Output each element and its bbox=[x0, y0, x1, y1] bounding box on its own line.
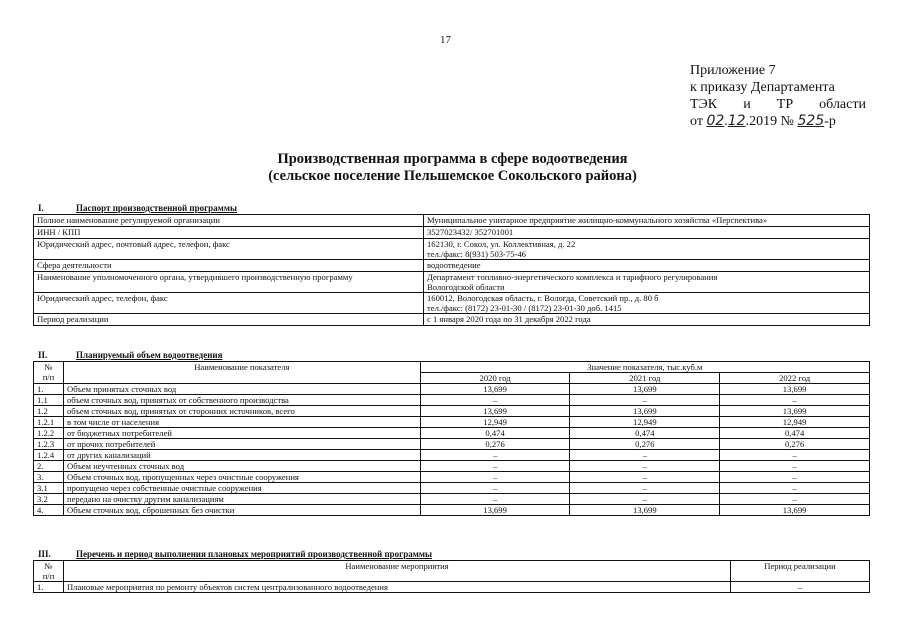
row-name: Плановые мероприятия по ремонту объектов систем централизованного водоотведения bbox=[64, 582, 731, 593]
row-name: объем сточных вод, принятых от сторонних источников, всего bbox=[63, 406, 420, 417]
row-value: – bbox=[420, 472, 570, 483]
table-row bbox=[34, 406, 870, 417]
col-num-header: № п/п bbox=[34, 561, 64, 582]
row-name: Объем сточных вод, пропущенных через очистные сооружения bbox=[63, 472, 420, 483]
table-row bbox=[34, 428, 870, 439]
row-value: – bbox=[570, 395, 720, 406]
row-value: 13,699 bbox=[720, 505, 870, 516]
table-row bbox=[34, 384, 870, 395]
row-value: 12,949 bbox=[570, 417, 720, 428]
appendix-header bbox=[690, 62, 866, 130]
page-number: 17 bbox=[440, 34, 451, 46]
section-2-heading bbox=[38, 350, 222, 360]
row-period: – bbox=[731, 582, 870, 593]
handwritten-day: 02 bbox=[706, 113, 725, 129]
row-number: 4. bbox=[34, 505, 64, 516]
table-row bbox=[34, 293, 870, 314]
row-name: от других канализаций bbox=[63, 450, 420, 461]
table-row bbox=[34, 450, 870, 461]
row-number: 1. bbox=[34, 384, 64, 395]
row-value: 13,699 bbox=[570, 406, 720, 417]
section-number: III. bbox=[38, 549, 51, 559]
row-number: 3.1 bbox=[34, 483, 64, 494]
row-value-line: Департамент топливно-энергетического комплекса и тарифного регулирования bbox=[427, 272, 718, 282]
title-line-2: (сельское поселение Пельшемское Сокольского района) bbox=[268, 168, 637, 184]
row-value bbox=[424, 314, 870, 326]
section-title: Планируемый объем водоотведения bbox=[76, 350, 223, 360]
row-value-line: с 1 января 2020 года по 31 декабря 2022 года bbox=[427, 314, 591, 324]
row-value bbox=[424, 239, 870, 260]
row-value: – bbox=[720, 450, 870, 461]
table-row bbox=[34, 314, 870, 326]
row-value: 13,699 bbox=[420, 406, 570, 417]
row-name: передано на очистку другим канализациям bbox=[63, 494, 420, 505]
col-name-header: Наименование мероприятия bbox=[64, 561, 731, 582]
row-name: Объем сточных вод, сброшенных без очистки bbox=[63, 505, 420, 516]
row-name: Объем неучтенных сточных вод bbox=[63, 461, 420, 472]
year-header: 2022 год bbox=[720, 373, 870, 384]
appendix-word: ТР bbox=[776, 97, 794, 112]
volume-table bbox=[33, 361, 870, 516]
row-value: 0,474 bbox=[420, 428, 570, 439]
row-value: 12,949 bbox=[420, 417, 570, 428]
title-line-1: Производственная программа в сфере водоотведения bbox=[277, 151, 628, 167]
row-value: 0,276 bbox=[420, 439, 570, 450]
row-value: 13,699 bbox=[570, 384, 720, 395]
row-label: Наименование уполномоченного органа, утвердившего производственную программу bbox=[34, 272, 424, 293]
row-label: ИНН / КПП bbox=[34, 227, 424, 239]
section-title: Паспорт производственной программы bbox=[76, 203, 237, 213]
row-value: 12,949 bbox=[720, 417, 870, 428]
row-name: от бюджетных потребителей bbox=[63, 428, 420, 439]
table-row bbox=[34, 395, 870, 406]
order-suffix: -р bbox=[824, 114, 836, 129]
row-number: 1.2.2 bbox=[34, 428, 64, 439]
row-value-line: тел./факс: (8172) 23-01-30 / (8172) 23-01-30 доб. 1415 bbox=[427, 303, 622, 313]
row-value: 0,276 bbox=[720, 439, 870, 450]
col-name-header: Наименование показателя bbox=[63, 362, 420, 384]
col-period-header: Период реализации bbox=[731, 561, 870, 582]
handwritten-month: 12 bbox=[727, 113, 746, 129]
table-row bbox=[34, 439, 870, 450]
row-value-line: 160012, Вологодская область, г. Вологда, Советский пр., д. 80 б bbox=[427, 293, 659, 303]
row-value: – bbox=[420, 494, 570, 505]
row-value: 13,699 bbox=[720, 384, 870, 395]
row-value: 13,699 bbox=[420, 384, 570, 395]
row-value: – bbox=[570, 472, 720, 483]
row-name: в том числе от населения bbox=[63, 417, 420, 428]
year-header: 2020 год bbox=[420, 373, 570, 384]
table-row bbox=[34, 582, 870, 593]
appendix-line-2: к приказу Департамента bbox=[690, 80, 835, 95]
row-value: – bbox=[420, 483, 570, 494]
row-value: 13,699 bbox=[720, 406, 870, 417]
section-title: Перечень и период выполнения плановых мероприятий производственной программы bbox=[76, 549, 433, 559]
row-number: 1.2.3 bbox=[34, 439, 64, 450]
row-number: 1.1 bbox=[34, 395, 64, 406]
row-value: – bbox=[420, 461, 570, 472]
row-value: – bbox=[570, 461, 720, 472]
row-name: Объем принятых сточных вод bbox=[63, 384, 420, 395]
table-row bbox=[34, 227, 870, 239]
row-value: 13,699 bbox=[420, 505, 570, 516]
row-value: 0,474 bbox=[570, 428, 720, 439]
table-row bbox=[34, 260, 870, 272]
section-number: II. bbox=[38, 350, 48, 360]
appendix-word: и bbox=[743, 97, 751, 112]
table-row bbox=[34, 494, 870, 505]
row-value: 0,276 bbox=[570, 439, 720, 450]
row-value-line: тел./факс: 8(931) 503-75-46 bbox=[427, 249, 526, 259]
row-value-line: 162130, г. Сокол, ул. Коллективная, д. 22 bbox=[427, 239, 576, 249]
row-value-line: Вологодской области bbox=[427, 282, 505, 292]
section-1-heading bbox=[38, 203, 237, 213]
row-label: Период реализации bbox=[34, 314, 424, 326]
row-value: – bbox=[720, 461, 870, 472]
row-number: 1. bbox=[34, 582, 64, 593]
row-number: 1.2 bbox=[34, 406, 64, 417]
appendix-line-3 bbox=[690, 96, 866, 113]
row-value bbox=[424, 227, 870, 239]
row-name: объем сточных вод, принятых от собственного производства bbox=[63, 395, 420, 406]
row-value: 13,699 bbox=[570, 505, 720, 516]
row-value: – bbox=[570, 494, 720, 505]
document-title bbox=[0, 151, 905, 185]
appendix-word: области bbox=[819, 97, 866, 112]
row-value-line: 3527023432/ 352701001 bbox=[427, 227, 514, 237]
col-num-header: № п/п bbox=[34, 362, 64, 384]
table-row bbox=[34, 272, 870, 293]
row-label: Сфера деятельности bbox=[34, 260, 424, 272]
row-value bbox=[424, 215, 870, 227]
date-prefix: от bbox=[690, 114, 703, 129]
table-row bbox=[34, 472, 870, 483]
row-number: 2. bbox=[34, 461, 64, 472]
section-3-heading bbox=[38, 549, 432, 559]
row-value-line: Муниципальное унитарное предприятие жилищно-коммунального хозяйства «Перспектива» bbox=[427, 215, 768, 225]
row-value: – bbox=[720, 472, 870, 483]
row-number: 3.2 bbox=[34, 494, 64, 505]
table-row bbox=[34, 505, 870, 516]
row-value: 0,474 bbox=[720, 428, 870, 439]
measures-table bbox=[33, 560, 870, 593]
row-label: Юридический адрес, почтовый адрес, телефон, факс bbox=[34, 239, 424, 260]
row-value-line: водоотведение bbox=[427, 260, 481, 270]
table-row bbox=[34, 417, 870, 428]
col-value-header: Значение показателя, тыс.куб.м bbox=[420, 362, 869, 373]
appendix-word: ТЭК bbox=[690, 97, 718, 112]
section-number: I. bbox=[38, 203, 44, 213]
table-row bbox=[34, 239, 870, 260]
table-row bbox=[34, 461, 870, 472]
row-value bbox=[424, 293, 870, 314]
table-row bbox=[34, 483, 870, 494]
row-value: – bbox=[420, 450, 570, 461]
row-value: – bbox=[720, 483, 870, 494]
row-label: Юридический адрес, телефон, факс bbox=[34, 293, 424, 314]
row-name: пропущено через собственные очистные сооружения bbox=[63, 483, 420, 494]
row-name: от прочих потребителей bbox=[63, 439, 420, 450]
appendix-date-line: от 02.12.2019 № 525-р bbox=[690, 113, 836, 129]
year-header: 2021 год bbox=[570, 373, 720, 384]
appendix-line-1: Приложение 7 bbox=[690, 63, 776, 78]
row-value: – bbox=[570, 450, 720, 461]
date-year: .2019 № bbox=[745, 114, 794, 129]
handwritten-order-number: 525 bbox=[797, 113, 825, 129]
row-number: 1.2.1 bbox=[34, 417, 64, 428]
row-value bbox=[424, 272, 870, 293]
row-value: – bbox=[720, 395, 870, 406]
row-value bbox=[424, 260, 870, 272]
table-row bbox=[34, 215, 870, 227]
row-number: 1.2.4 bbox=[34, 450, 64, 461]
row-value: – bbox=[420, 395, 570, 406]
row-value: – bbox=[720, 494, 870, 505]
row-value: – bbox=[570, 483, 720, 494]
row-label: Полное наименование регулируемой организации bbox=[34, 215, 424, 227]
passport-table bbox=[33, 214, 870, 326]
row-number: 3. bbox=[34, 472, 64, 483]
